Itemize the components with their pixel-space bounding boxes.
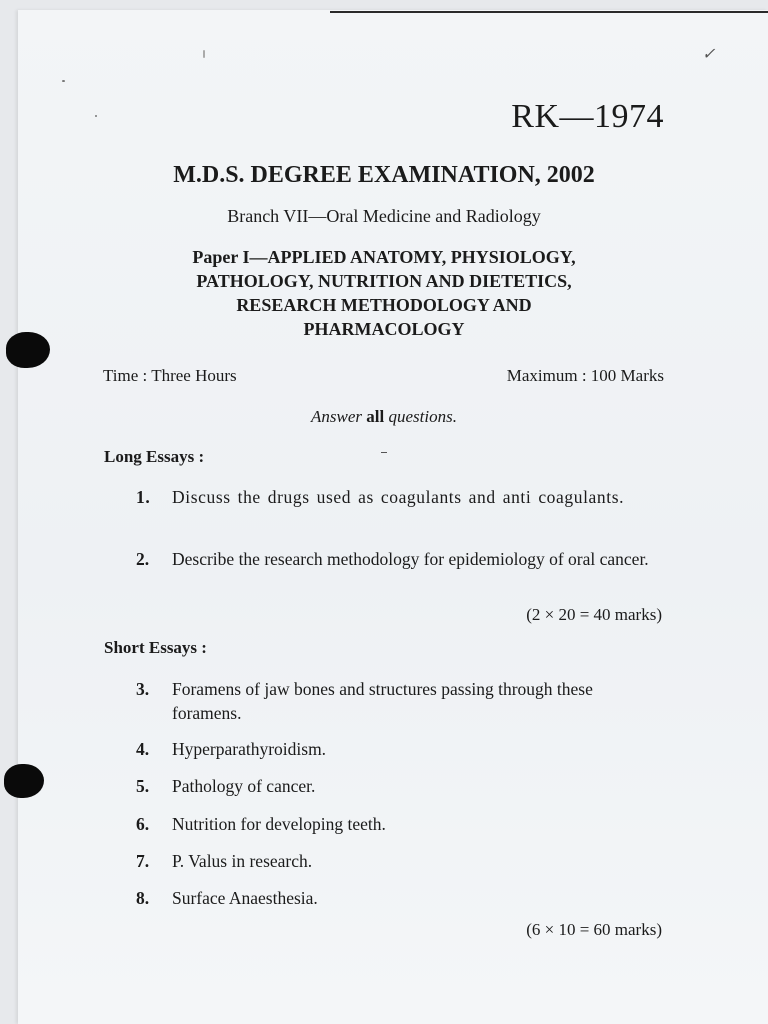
question-item — [136, 774, 666, 798]
instruction — [0, 407, 768, 427]
instruction-emphasis: all — [366, 407, 385, 426]
short-essays-marks: (6 × 10 = 60 marks) — [526, 920, 662, 939]
question-text: Describe the research methodology for epidemiology of oral cancer. — [172, 549, 649, 569]
question-item — [136, 886, 666, 910]
question-number: 1. — [136, 487, 151, 507]
instruction-text: Answer — [311, 407, 367, 426]
paper-speck — [203, 50, 205, 58]
question-item — [136, 547, 666, 571]
question-item — [136, 737, 666, 761]
branch-line: Branch VII—Oral Medicine and Radiology — [227, 206, 541, 226]
question-number: 4. — [136, 739, 150, 759]
question-number: 2. — [136, 549, 150, 569]
long-essays-marks: (2 × 20 = 40 marks) — [526, 605, 662, 624]
sheet-top-edge — [330, 11, 768, 13]
question-item — [136, 485, 666, 509]
question-number: 5. — [136, 776, 150, 796]
question-text: Nutrition for developing teeth. — [172, 814, 386, 834]
question-number: 7. — [136, 851, 150, 871]
paper-speck — [95, 115, 97, 117]
question-item — [136, 849, 666, 873]
question-text: Surface Anaesthesia. — [172, 888, 318, 908]
question-number: 6. — [136, 814, 150, 834]
question-number: 3. — [136, 679, 150, 699]
paper-title-line: PATHOLOGY, NUTRITION AND DIETETICS, — [196, 271, 572, 291]
question-item — [136, 812, 666, 836]
exam-code: RK—1974 — [511, 98, 664, 135]
paper-title — [0, 245, 768, 341]
exam-title: M.D.S. DEGREE EXAMINATION, 2002 — [173, 162, 595, 188]
paper-speck — [381, 452, 387, 453]
paper-title-line: PHARMACOLOGY — [303, 319, 465, 339]
question-text: Discuss the drugs used as coagulants and anti coagulants. — [172, 487, 625, 507]
question-text: Hyperparathyroidism. — [172, 739, 327, 759]
question-text: P. Valus in research. — [172, 851, 313, 871]
paper-title-line: RESEARCH METHODOLOGY AND — [236, 295, 532, 315]
question-text: Foramens of jaw bones and structures passing through these foramens. — [172, 679, 593, 723]
long-essays-heading: Long Essays : — [104, 447, 205, 466]
question-item — [136, 677, 666, 725]
time-allowed: Time : Three Hours — [103, 366, 237, 385]
paper-speck — [62, 80, 65, 82]
short-essays-heading: Short Essays : — [104, 638, 207, 657]
instruction-text: questions. — [384, 407, 457, 426]
question-text: Pathology of cancer. — [172, 776, 316, 796]
maximum-marks: Maximum : 100 Marks — [506, 366, 664, 385]
check-mark-icon: ✓ — [702, 46, 716, 63]
paper-title-line: Paper I—APPLIED ANATOMY, PHYSIOLOGY, — [192, 247, 576, 267]
question-number: 8. — [136, 888, 150, 908]
